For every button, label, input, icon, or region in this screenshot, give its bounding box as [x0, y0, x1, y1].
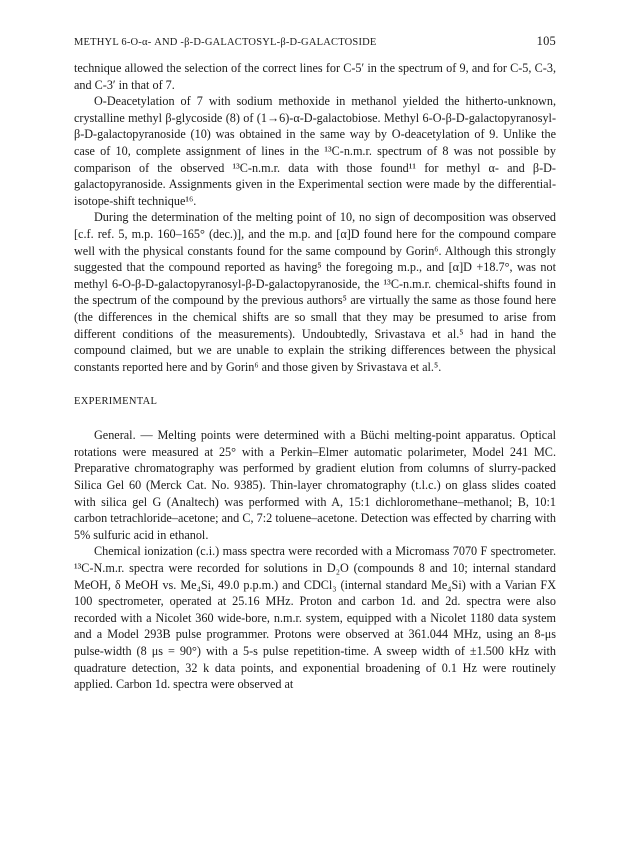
body-paragraph-3: During the determination of the melting point of 10, no sign of decomposition was observed [c.f. ref. 5, m.p. 160–165° (dec.)], and the m.p. and [α]D found here for the compound compare well with the physical constants found for the same compound by Gorin⁶. Although this strongly suggested that the compound reported as having⁵ the foregoing m.p., and [α]D +18.7°, was not methyl 6-O-β-D-galactopyranosyl-β-D-galactopyranoside, the ¹³C-n.m.r. chemical-shifts found in the spectrum of the compound by the previous authors⁵ are virtually the same as those found here (the differences in the chemical shifts are so small that they may be presumed to arise from different conditions of the measurements). Undoubtedly, Srivastava et al.⁵ had in hand the compound claimed, but we are unable to explain the striking differences between the physical constants reported here and by Gorin⁶ and those given by Srivastava et al.⁵.: [74, 210, 556, 374]
body-paragraph-1: technique allowed the selection of the correct lines for C-5′ in the spectrum of 9, and for C-5, C-3, and C-3′ in that of 7.: [74, 61, 556, 92]
experimental-paragraph-general: General. — Melting points were determined with a Büchi melting-point apparatus. Optical rotations were measured at 25° with a Perkin–Elmer automatic polarimeter, Model 241 MC. Preparative chromatography was performed by gradient elution from columns of slurry-packed Silica Gel 60 (Merck Cat. No. 9385). Thin-layer chromatography (t.l.c.) on glass slides coated with silica gel G (Analtech) was performed with A, 15:1 dichloromethane–methanol; B, 10:1 carbon tetrachloride–acetone; and C, 7:2 toluene–acetone. Detection was effected by charring with 5% sulfuric acid in ethanol.: [74, 428, 556, 542]
journal-page: [74, 34, 556, 693]
section-heading-experimental: EXPERIMENTAL: [74, 396, 158, 408]
page-number: 105: [536, 34, 556, 48]
running-head: [74, 34, 556, 49]
running-title: METHYL 6-O-α- AND -β-D-GALACTOSYL-β-D-GALACTOSIDE: [74, 37, 377, 48]
experimental-paragraph-spectra: Chemical ionization (c.i.) mass spectra were recorded with a Micromass 7070 F spectrometer. ¹³C-N.m.r. spectra were recorded for solutions in D₂O (compounds 8 and 10; internal standard MeOH, δ MeOH vs. Me₄Si, 49.0 p.p.m.) and CDCl₃ (internal standard Me₄Si) with a Varian FX 100 spectrometer, operated at 25.16 MHz. Proton and carbon 1d. and 2d. spectra were also recorded with a Nicolet 360 wide-bore, n.m.r. system, equipped with a Nicolet 1180 data system and a Model 293B pulse programmer. Protons were observed at 361.044 MHz, using an 8-μs pulse-width (8 μs = 90°) with a 5-s pulse repetition-time. A sweep width of ±1.500 kHz with quadrature detection, 32 k data points, and exponential broadening of 0.1 Hz were routinely applied. Carbon 1d. spectra were observed at: [74, 544, 556, 692]
body-paragraph-2: O-Deacetylation of 7 with sodium methoxide in methanol yielded the hitherto-unknown, crystalline methyl β-glycoside (8) of (1→6)-α-D-galactobiose. Methyl 6-O-β-D-galactopyranosyl-β-D-galactopyranoside (10) was obtained in the same way by O-deacetylation of 9. Unlike the case of 10, complete assignment of lines in the ¹³C-n.m.r. spectrum of 8 was not possible by comparison of the observed ¹³C-n.m.r. data with those found¹¹ for methyl α- and β-D-galactopyranoside. Assignments given in the Experimental section were made by the differential-isotope-shift technique¹⁶.: [74, 94, 556, 208]
